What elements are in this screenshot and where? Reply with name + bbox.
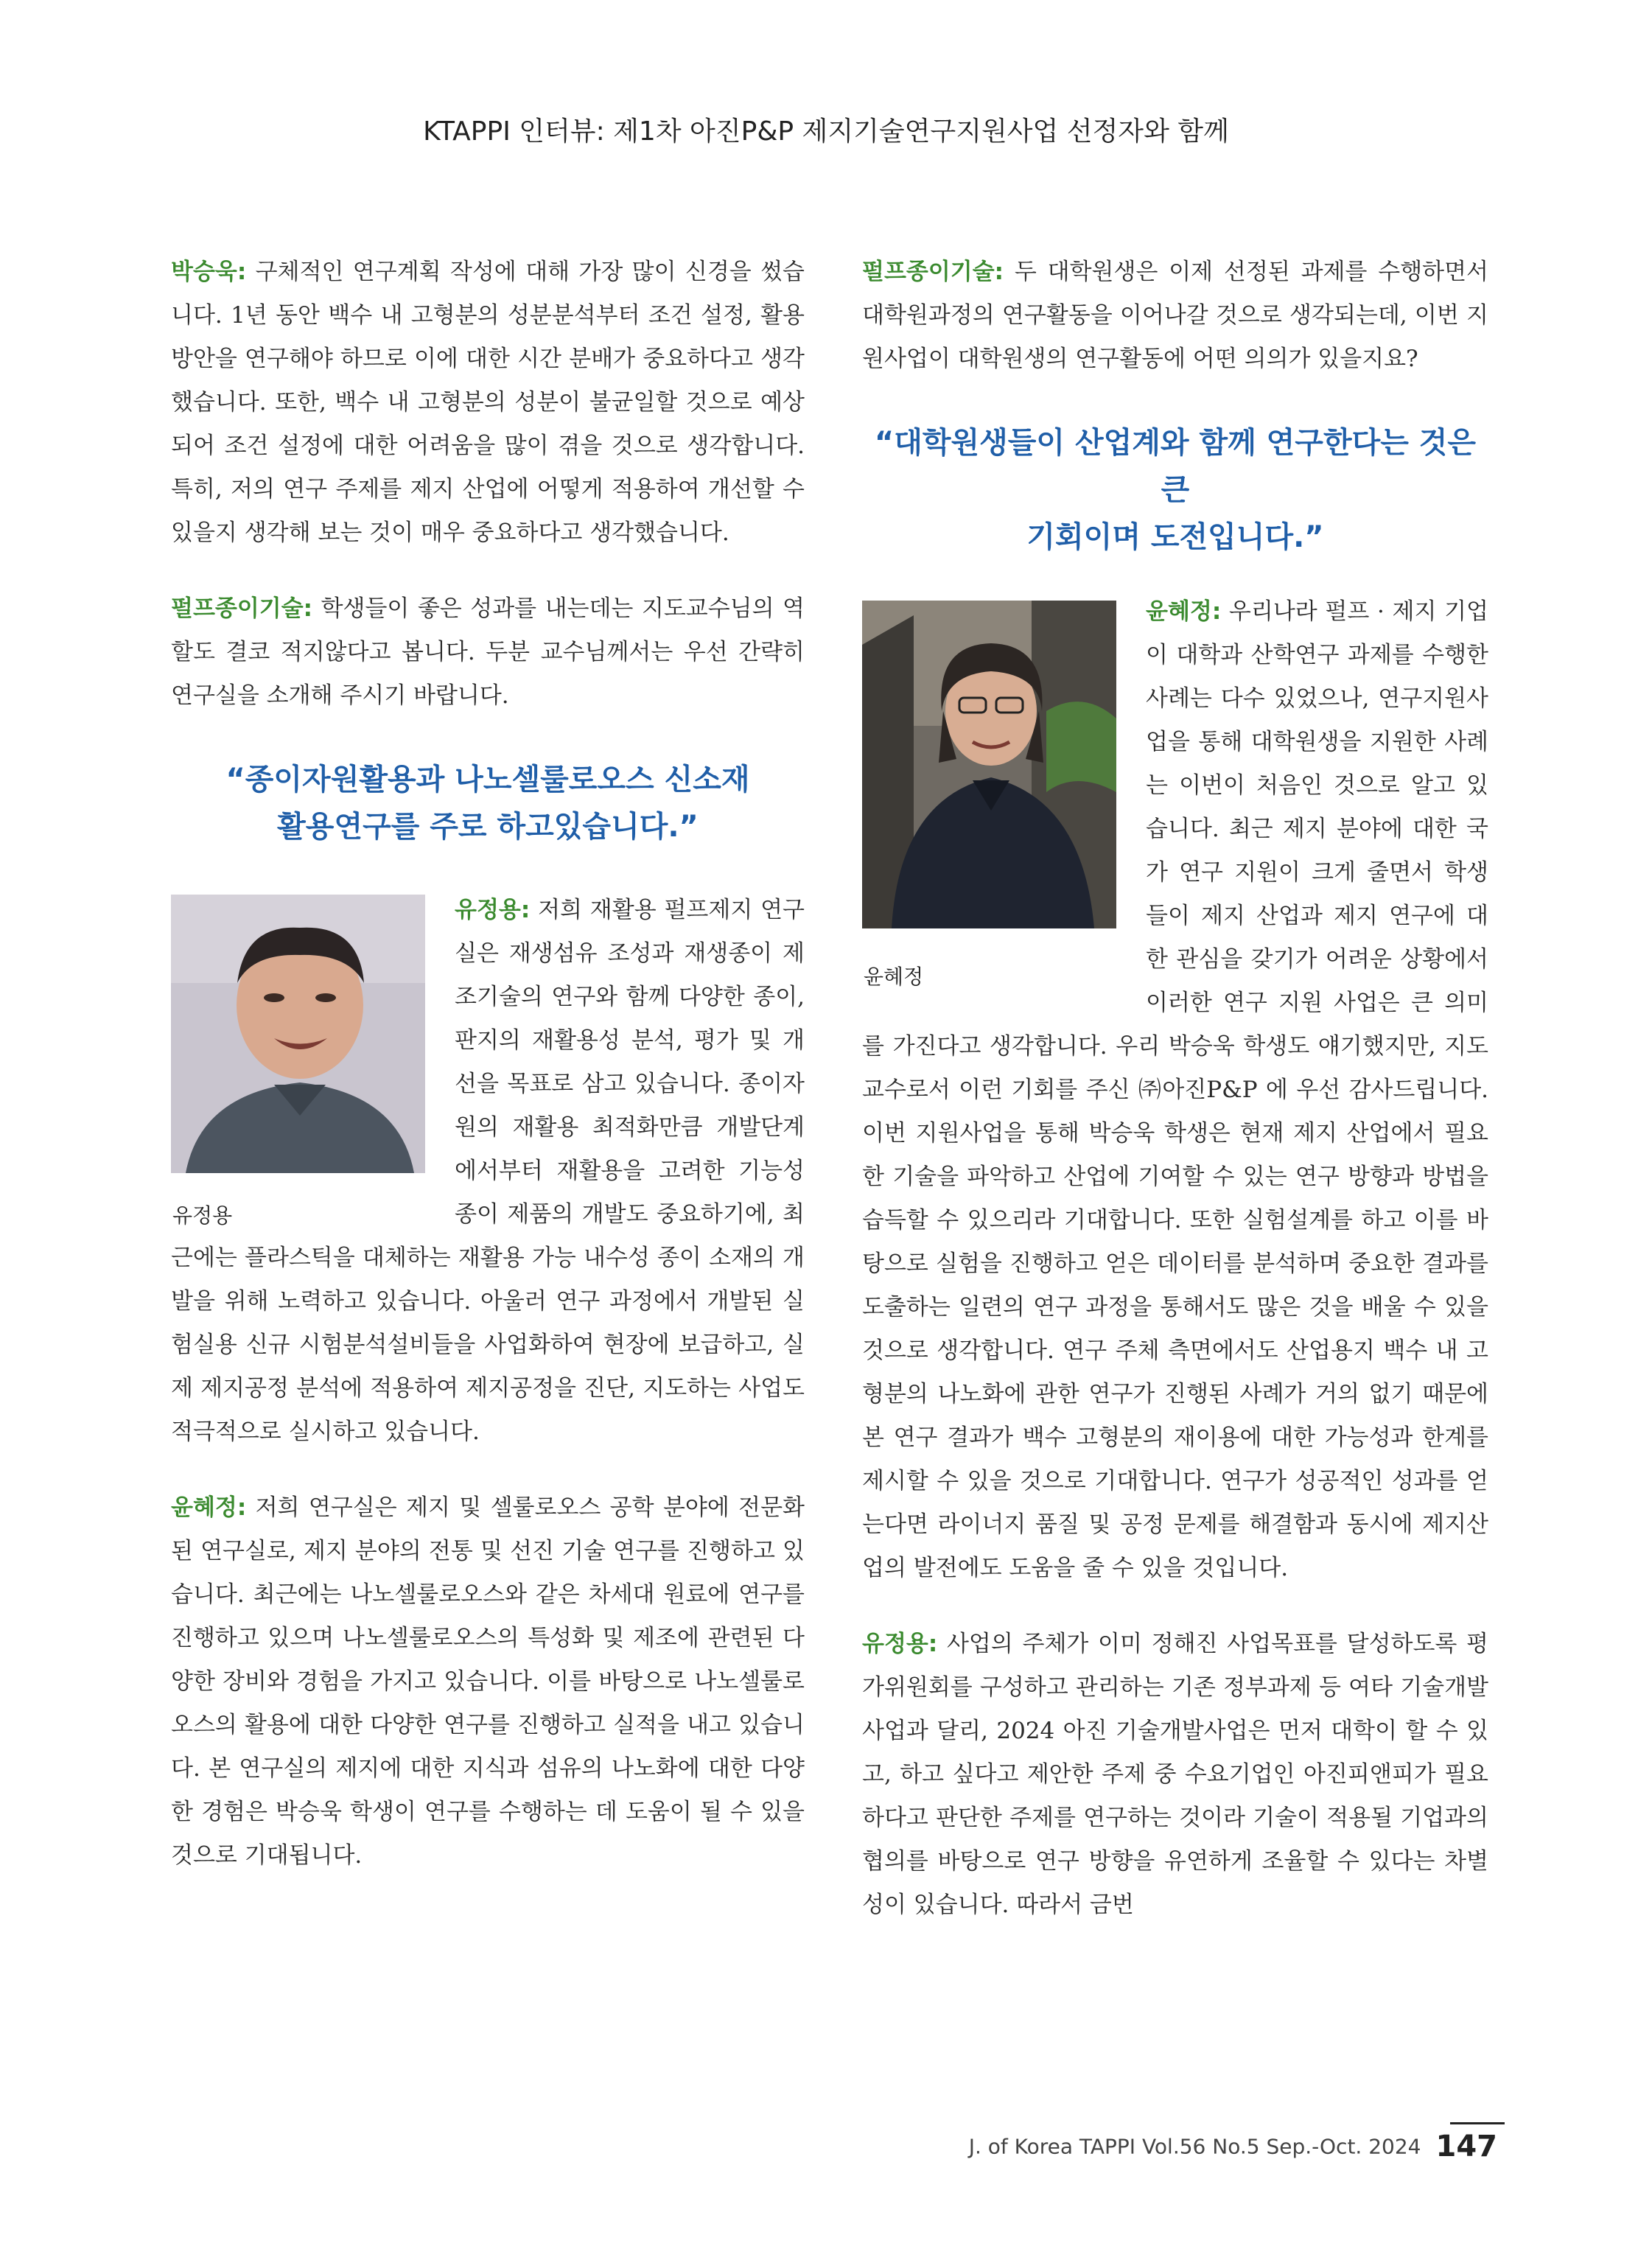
paragraph-yoo-answer bbox=[862, 1623, 1488, 1927]
page-number-rule bbox=[1450, 2122, 1505, 2124]
right-column bbox=[862, 251, 1488, 1927]
paragraph-interviewer-question bbox=[862, 251, 1488, 381]
running-header: KTAPPI 인터뷰: 제1차 아진P&P 제지기술연구지원사업 선정자와 함께 bbox=[423, 116, 1229, 147]
paragraph-yoon-answer bbox=[171, 1486, 805, 1878]
paragraph-text: 두 대학원생은 이제 선정된 과제를 수행하면서 대학원과정의 연구활동을 이어나갈 것으로 생각되는데, 이번 지원사업이 대학원생의 연구활동에 어떤 의의가 있을지요? bbox=[862, 259, 1488, 372]
paragraph-text: 사업의 주체가 이미 정해진 사업목표를 달성하도록 평가위원회를 구성하고 관리하는 기존 정부과제 등 여타 기술개발사업과 달리, 2024 아진 기술개발사업은 먼저 대학이 할 수 있고, 하고 싶다고 제안한 주제 중 수요기업인 아진피앤피가 필요하다고 판단한 주제를 연구하는 것이라 기술이 적용될 기업과의 협의를 바탕으로 연구 방향을 유연하게 조율할 수 있다는 차별성이 있습니다. 따라서 금번 bbox=[862, 1631, 1488, 1918]
paragraph-park-answer bbox=[171, 251, 805, 555]
paragraph-text: 저희 연구실은 제지 및 셀룰로오스 공학 분야에 전문화된 연구실로, 제지 분야의 전통 및 선진 기술 연구를 진행하고 있습니다. 최근에는 나노셀룰로오스와 같은 차세대 원료에 연구를 진행하고 있으며 나노셀룰로오스의 특성화 및 제조에 관련된 다양한 장비와 경험을 가지고 있습니다. 이를 바탕으로 나노셀룰로오스의 활용에 대한 다양한 연구를 진행하고 실적을 내고 있습니다. 본 연구실의 제지에 대한 지식과 섬유의 나노화에 대한 다양한 경험은 박승욱 학생이 연구를 수행하는 데 도움이 될 수 있을 것으로 기대됩니다. bbox=[171, 1494, 805, 1869]
paragraph-interviewer-question bbox=[171, 587, 805, 718]
paragraph-text: 구체적인 연구계획 작성에 대해 가장 많이 신경을 썼습니다. 1년 동안 백수 내 고형분의 성분분석부터 조건 설정, 활용 방안을 연구해야 하므로 이에 대한 시간 분배가 중요하다고 생각했습니다. 또한, 백수 내 고형분의 성분이 불균일할 것으로 예상되어 조건 설정에 대한 어려움을 많이 겪을 것으로 생각합니다. 특히, 저의 연구 주제를 제지 산업에 어떻게 적용하여 개선할 수 있을지 생각해 보는 것이 매우 중요하다고 생각했습니다. bbox=[171, 259, 805, 546]
paragraph-text: 우리나라 펄프 · 제지 기업이 대학과 산학연구 과제를 수행한 사례는 다수 있었으나, 연구지원사업을 통해 대학원생을 지원한 사례는 이번이 처음인 것으로 알고 있습니다. 최근 제지 분야에 대한 국가 연구 지원이 크게 줄면서 학생들이 제지 산업과 제지 연구에 대한 관심을 갖기가 어려운 상황에서 이러한 연구 지원 사업은 큰 의미를 가진다고 생각합니다. 우리 박승욱 학생도 얘기했지만, 지도교수로서 이런 기회를 주신 ㈜아진P&P 에 우선 감사드립니다. 이번 지원사업을 통해 박승욱 학생은 현재 제지 산업에서 필요한 기술을 파악하고 산업에 기여할 수 있는 연구 방향과 방법을 습득할 수 있으리라 기대합니다. 또한 실험설계를 하고 이를 바탕으로 실험을 진행하고 얻은 데이터를 분석하며 중요한 결과를 도출하는 일련의 연구 과정을 통해서도 많은 것을 배울 수 있을 것으로 생각합니다. 연구 주체 측면에서도 산업용지 백수 내 고형분의 나노화에 관한 연구가 진행된 사례가 거의 없기 때문에 본 연구 결과가 백수 고형분의 재이용에 대한 가능성과 한계를 제시할 수 있을 것으로 기대합니다. 연구가 성공적인 성과를 얻는다면 라이너지 품질 및 공정 문제를 해결함과 동시에 제지산업의 발전에도 도움을 줄 수 있을 것입니다. bbox=[862, 598, 1488, 1581]
pull-quote bbox=[171, 756, 805, 850]
speaker-label: 박승욱: bbox=[171, 259, 247, 285]
portrait-photo-yoon bbox=[862, 601, 1116, 928]
speaker-label: 윤혜정: bbox=[1146, 598, 1222, 625]
portrait-figure bbox=[171, 895, 425, 1229]
portrait-photo-yoo bbox=[171, 895, 425, 1173]
paragraph-text: 저희 재활용 펄프제지 연구실은 재생섬유 조성과 재생종이 제조기술의 연구와 함께 다양한 종이, 판지의 재활용성 분석, 평가 및 개선을 목표로 삼고 있습니다. 종이자원의 재활용 최적화만큼 개발단계에서부터 재활용을 고려한 기능성 종이 제품의 개발도 중요하기에, 최근에는 플라스틱을 대체하는 재활용 가능 내수성 종이 소재의 개발을 위해 노력하고 있습니다. 아울러 연구 과정에서 개발된 실험실용 신규 시험분석설비들을 사업화하여 현장에 보급하고, 실제 제지공정 분석에 적용하여 제지공정을 진단, 지도하는 사업도 적극적으로 실시하고 있습니다. bbox=[171, 897, 805, 1445]
speaker-label: 윤혜정: bbox=[171, 1494, 247, 1521]
paragraph-text: 학생들이 좋은 성과를 내는데는 지도교수님의 역할도 결코 적지않다고 봅니다. 두분 교수님께서는 우선 간략히 연구실을 소개해 주시기 바랍니다. bbox=[171, 595, 805, 709]
page-number: 147 bbox=[1435, 2130, 1497, 2163]
pull-quote-line: “종이자원활용과 나노셀룰로오스 신소재 bbox=[225, 763, 750, 797]
pull-quote-line: 기회이며 도전입니다.” bbox=[1026, 520, 1324, 554]
pull-quote-line: 활용연구를 주로 하고있습니다.” bbox=[277, 810, 699, 844]
left-column bbox=[171, 251, 805, 1878]
pull-quote-line: “대학원생들이 산업계와 함께 연구한다는 것은 큰 bbox=[874, 426, 1477, 507]
journal-citation: J. of Korea TAPPI Vol.56 No.5 Sep.-Oct. 2024 bbox=[968, 2134, 1421, 2159]
pull-quote bbox=[862, 419, 1488, 561]
speaker-label: 유정용: bbox=[455, 897, 531, 923]
portrait-figure bbox=[862, 601, 1116, 990]
speaker-label: 펄프종이기술: bbox=[171, 595, 313, 622]
speaker-label: 유정용: bbox=[862, 1631, 938, 1657]
speaker-label: 펄프종이기술: bbox=[862, 259, 1004, 285]
page-footer bbox=[834, 2130, 1497, 2163]
photo-caption: 유정용 bbox=[172, 1203, 233, 1228]
photo-caption: 윤혜정 bbox=[864, 965, 924, 989]
